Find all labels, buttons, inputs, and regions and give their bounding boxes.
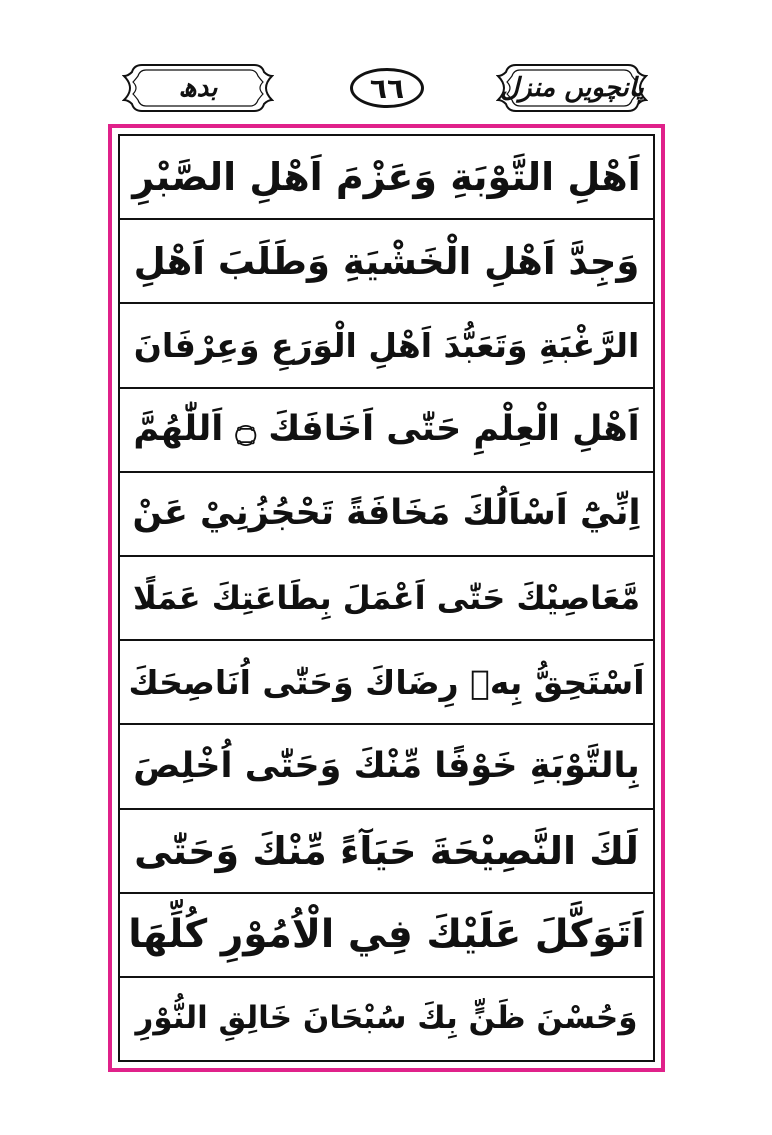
manzil-cartouche bbox=[496, 62, 648, 114]
text-line bbox=[120, 725, 653, 809]
line-text: مَّعَاصِيْكَ حَتّٰى اَعْمَلَ بِطَاعَتِكَ عَمَلًا bbox=[132, 579, 641, 618]
text-line bbox=[120, 136, 653, 220]
text-frame-inner bbox=[118, 134, 655, 1062]
text-line bbox=[120, 810, 653, 894]
line-text: اَسْتَحِقُّ بِهٖ رِضَاكَ وَحَتّٰى اُنَاصِحَكَ bbox=[128, 662, 645, 702]
text-line bbox=[120, 473, 653, 557]
line-text: بِالتَّوْبَةِ خَوْفًا مِّنْكَ وَحَتّٰى اُخْلِصَ bbox=[133, 745, 640, 786]
text-line bbox=[120, 894, 653, 978]
day-cartouche bbox=[122, 62, 274, 114]
line-text: اَتَوَكَّلَ عَلَيْكَ فِي الْاُمُوْرِ كُلِّهَا bbox=[128, 912, 645, 958]
line-text: وَحُسْنَ ظَنٍّ بِكَ سُبْحَانَ خَالِقِ النُّوْرِ bbox=[135, 1000, 638, 1037]
text-line bbox=[120, 304, 653, 388]
line-text: وَجِدَّ اَهْلِ الْخَشْيَةِ وَطَلَبَ اَهْلِ bbox=[133, 239, 640, 283]
text-line bbox=[120, 978, 653, 1060]
text-lines bbox=[120, 136, 653, 1060]
line-text: لَكَ النَّصِيْحَةَ حَيَآءً مِّنْكَ وَحَتّٰى bbox=[134, 828, 639, 873]
day-label: بدھ bbox=[178, 73, 218, 103]
line-text: الرَّغْبَةِ وَتَعَبُّدَ اَهْلِ الْوَرَعِ وَعِرْفَانَ bbox=[133, 325, 640, 365]
text-line bbox=[120, 557, 653, 641]
text-frame bbox=[108, 124, 665, 1072]
page-header bbox=[0, 0, 772, 125]
text-line bbox=[120, 220, 653, 304]
text-line bbox=[120, 641, 653, 725]
page-number: ٦٦ bbox=[350, 68, 424, 108]
line-text: اَهْلِ التَّوْبَةِ وَعَزْمَ اَهْلِ الصَّبْرِ bbox=[132, 155, 641, 200]
manzil-label: پانچویں منزل bbox=[500, 73, 644, 103]
line-text: اَهْلِ الْعِلْمِ حَتّٰى اَخَافَكَ ۝ اَللّٰهُمَّ bbox=[133, 409, 640, 450]
line-text: اِنِّيْٓ اَسْاَلُكَ مَخَافَةً تَحْجُزُنِيْ عَنْ bbox=[132, 493, 641, 534]
text-line bbox=[120, 389, 653, 473]
